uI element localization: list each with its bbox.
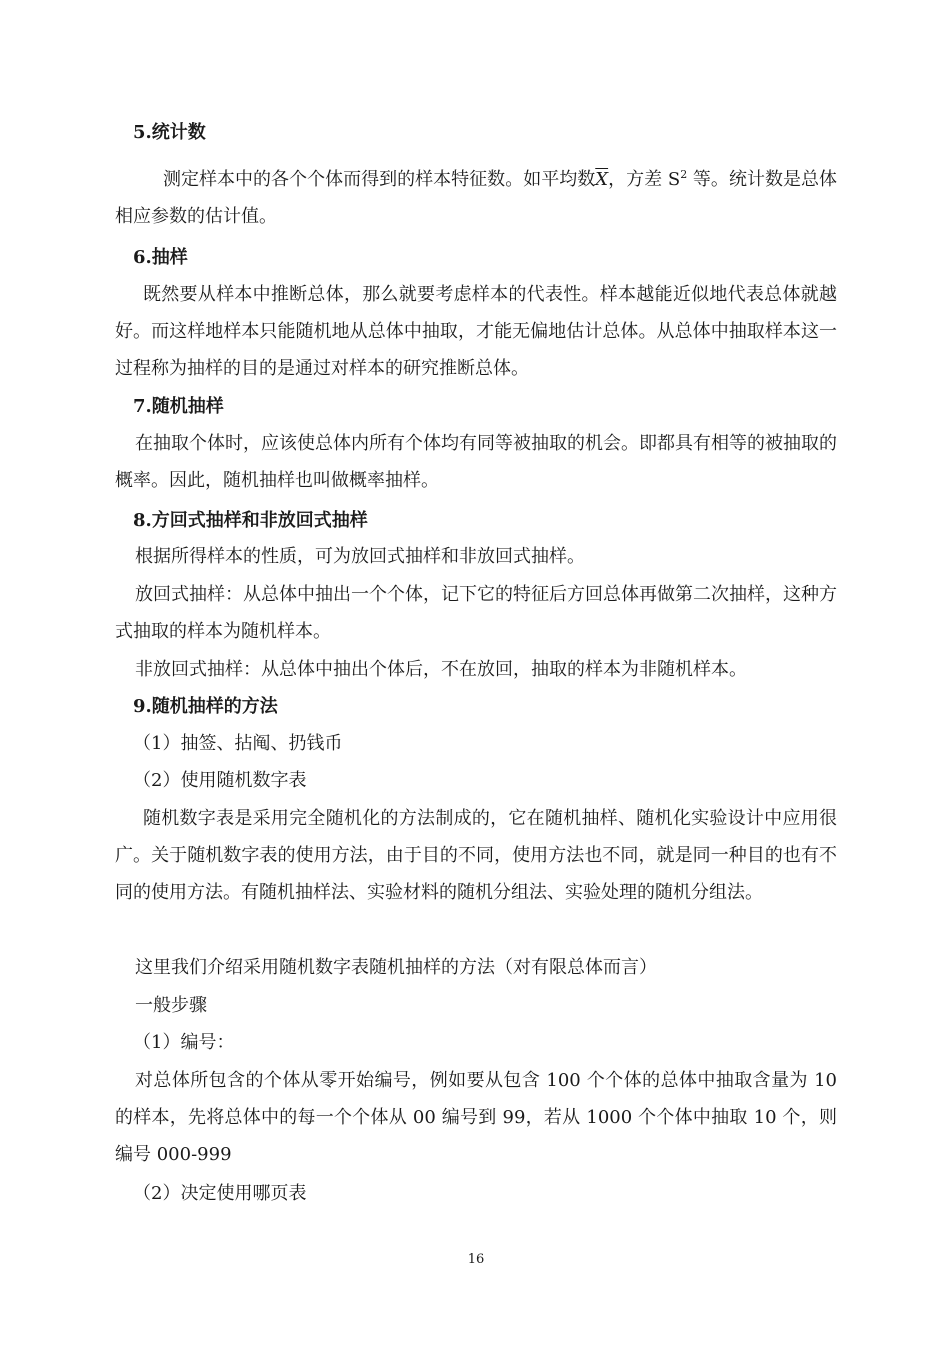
section-6-paragraph: 既然要从样本中推断总体，那么就要考虑样本的代表性。样本越能近似地代表总体就越好。而这样地样本只能随机地从总体中抽取，才能无偏地估计总体。从总体中抽取样本这一过程称为抽样的目的是通过对样本的研究推断总体。 (115, 284, 837, 379)
section-5-text-b: ，方差 S (608, 169, 681, 190)
section-9-paragraph-3: 一般步骤 (135, 995, 207, 1016)
section-5-text-c: 等。统计数是总体相应参数的估计值。 (115, 169, 837, 227)
method-item-1: （1）抽签、拈阄、扔钱币 (133, 733, 343, 754)
superscript-2: 2 (680, 168, 688, 181)
section-5-heading: 5.统计数 (133, 122, 206, 143)
method-item-2: （2）使用随机数字表 (133, 770, 307, 791)
section-8-heading: 8.方回式抽样和非放回式抽样 (133, 510, 368, 531)
page-number: 16 (467, 1252, 485, 1267)
section-9-paragraph-4: 对总体所包含的个体从零开始编号，例如要从包含 100 个个体的总体中抽取含量为 10 的样本，先将总体中的每一个个体从 00 编号到 99，若从 1000 个个体中抽取 10 个，则编号 000-999 (115, 1070, 837, 1165)
section-7-heading: 7.随机抽样 (133, 396, 224, 417)
section-8-paragraph-1: 根据所得样本的性质，可为放回式抽样和非放回式抽样。 (135, 546, 585, 567)
step-2: （2）决定使用哪页表 (133, 1183, 307, 1204)
section-5-text-a: 测定样本中的各个个体而得到的样本特征数。如平均数 (163, 169, 596, 190)
section-6-heading: 6.抽样 (133, 247, 188, 268)
section-8-paragraph-2: 放回式抽样：从总体中抽出一个个体，记下它的特征后方回总体再做第二次抽样，这种方式抽取的样本为随机样本。 (115, 584, 837, 642)
mean-symbol: $\overline{X}$ (595, 169, 609, 190)
section-8-paragraph-3: 非放回式抽样：从总体中抽出个体后，不在放回，抽取的样本为非随机样本。 (135, 659, 747, 680)
section-7-paragraph: 在抽取个体时，应该使总体内所有个体均有同等被抽取的机会。即都具有相等的被抽取的概率。因此，随机抽样也叫做概率抽样。 (115, 433, 837, 491)
section-9-heading: 9.随机抽样的方法 (133, 696, 278, 717)
step-1: （1）编号： (133, 1032, 235, 1053)
section-9-paragraph-1: 随机数字表是采用完全随机化的方法制成的，它在随机抽样、随机化实验设计中应用很广。关于随机数字表的使用方法，由于目的不同，使用方法也不同，就是同一种目的也有不同的使用方法。有随机抽样法、实验材料的随机分组法、实验处理的随机分组法。 (115, 808, 837, 903)
section-5-paragraph (115, 161, 837, 235)
section-9-paragraph-2: 这里我们介绍采用随机数字表随机抽样的方法（对有限总体而言） (135, 957, 657, 978)
